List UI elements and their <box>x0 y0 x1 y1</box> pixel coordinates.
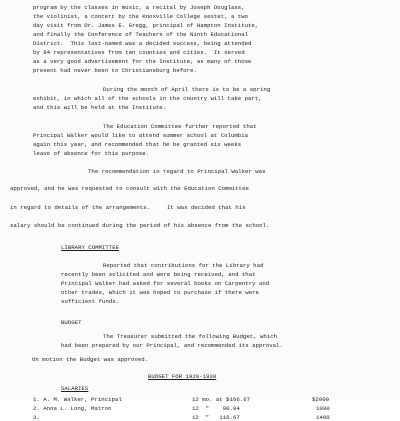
paragraph-4-line: The recommendation in regard to Principal Walker was <box>88 168 266 175</box>
salary-term: 12 " 116.67 <box>192 414 240 421</box>
paragraph-1-line: and finally the Conference of Teachers of the Ninth Educational <box>33 31 249 38</box>
paragraph-5-line: other trades, which it was hoped to purchase if there were <box>61 289 259 296</box>
paragraph-1-line: day visit from Dr. James E. Gregg, principal of Hampton Institute, <box>33 22 259 29</box>
paragraph-4-line: in regard to details of the arrangements. It was decided that his <box>10 204 246 211</box>
paragraph-5-line: Reported that contributions for the Library had <box>103 262 264 269</box>
budget-heading: BUDGET <box>61 319 82 326</box>
budget-title: BUDGET FOR 1929-1930 <box>148 373 217 380</box>
salary-name: 3. <box>33 414 40 421</box>
paragraph-2-line: exhibit, in which all of the schools in the country will take part, <box>33 95 262 102</box>
paragraph-6-line: had been prepared by our Principal, and recommended its approval. <box>61 342 283 349</box>
paragraph-1-line: by 84 representatives from ten counties and cities. It served <box>33 49 245 56</box>
salary-name: 1. A. M. Walker, Principal <box>33 396 122 403</box>
paragraph-6-line: The Treasurer submitted the following Budget, which <box>103 333 278 340</box>
motion-line: On motion the Budget was approved. <box>32 356 149 363</box>
salary-term: 12 mo. at $166.67 <box>192 396 251 403</box>
paragraph-1-line: present had never been to Christiansburg before. <box>33 67 197 74</box>
paragraph-5-line: recently been solicited and were being received, and that <box>61 271 256 278</box>
salary-term: 12 " 90.84 <box>192 405 240 412</box>
salary-name: 2. Anna L. Long, Matron <box>33 405 112 412</box>
paragraph-2-line: During the month of April there is to be a spring <box>103 86 271 93</box>
paragraph-3-line: Principal Walker would like to attend summer school at Columbia <box>33 132 249 139</box>
paragraph-3-line: The Education Committee further reported that <box>103 123 257 130</box>
paragraph-1-line: the violinist, a concert by the Knoxville College sextet, a two <box>33 13 249 20</box>
paragraph-5-line: Principal Walker had asked for several books on Carpentry and <box>61 280 270 287</box>
paragraph-2-line: and this will be held at the Institute. <box>33 104 167 111</box>
paragraph-3-line: leave of absence for this purpose. <box>33 150 150 157</box>
salary-amount: $2000 <box>312 396 330 403</box>
paragraph-4-line: salary should be continued during the period of his absence from the school. <box>10 222 270 229</box>
salary-amount: 1090 <box>316 405 330 412</box>
paragraph-5-line: sufficient funds. <box>61 298 120 305</box>
paragraph-1-line: as a very good advertisement for the Institute, as many of those <box>33 58 252 65</box>
salary-amount: 1400 <box>316 414 330 421</box>
paragraph-1-line: program by the classes in music, a recital by Joseph Douglass, <box>33 4 245 11</box>
salaries-heading: SALARIES <box>61 385 89 392</box>
paragraph-4-line: approved, and he was requested to consult with the Education Committee <box>10 185 249 192</box>
library-committee-heading: LIBRARY COMMITTEE <box>61 244 120 251</box>
paragraph-3-line: again this year, and recommended that he be granted six weeks <box>33 141 242 148</box>
paragraph-1-line: District. This last-named was a decided success, being attended <box>33 40 252 47</box>
